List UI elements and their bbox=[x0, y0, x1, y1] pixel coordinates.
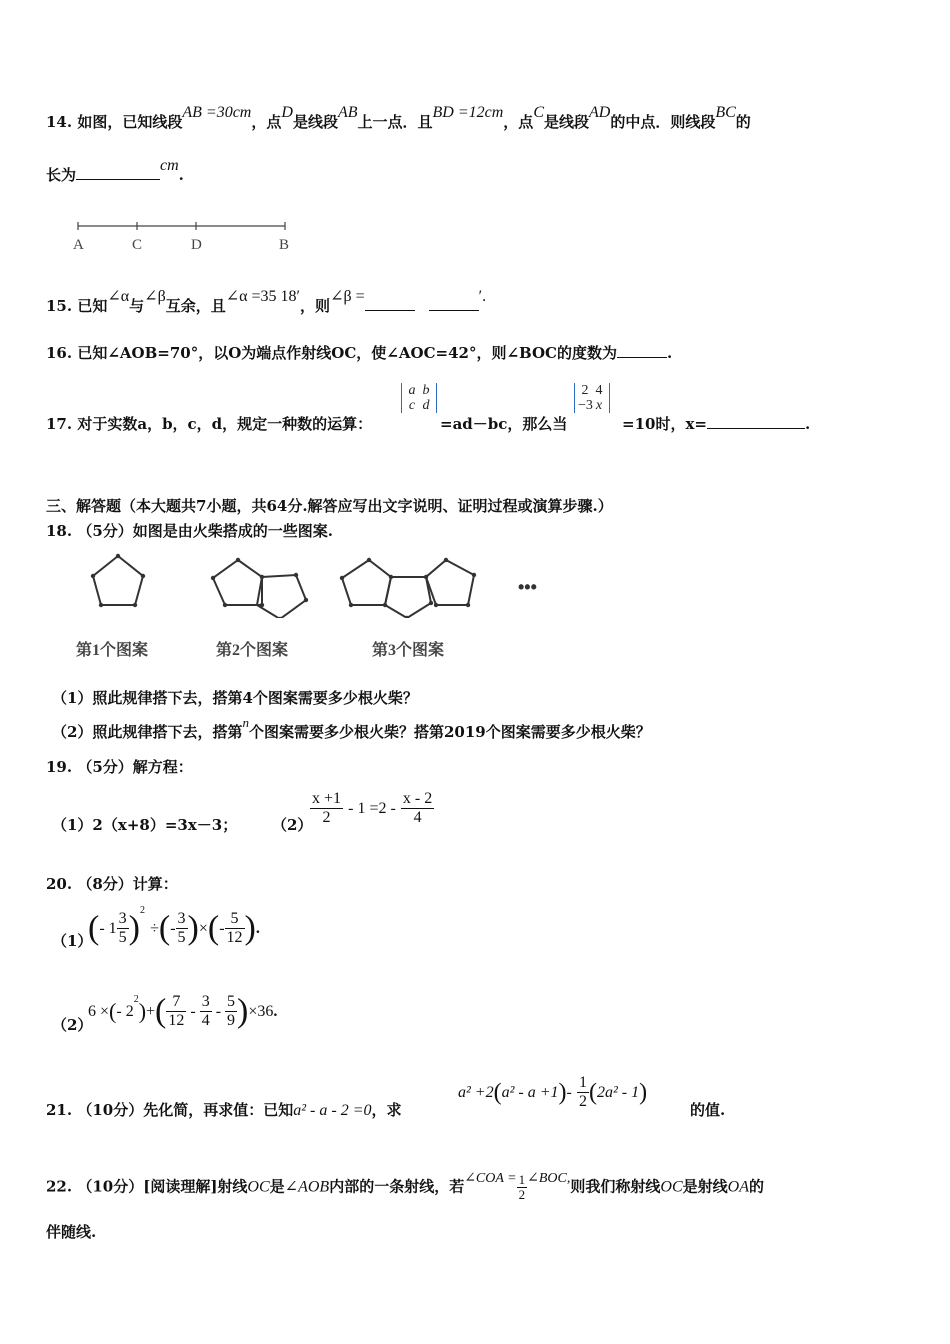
q14-text: ，点 bbox=[251, 113, 282, 131]
q15-text: 互余，且 bbox=[165, 297, 226, 315]
ellipsis: ••• bbox=[518, 577, 537, 597]
math-alpha-value: ∠α =35 18′ bbox=[225, 288, 301, 305]
q17-line-end bbox=[622, 414, 810, 434]
math-oc: OC bbox=[660, 1178, 683, 1196]
q15-text: 与 bbox=[129, 297, 145, 315]
expr-term: - 2 bbox=[116, 1003, 134, 1020]
label-a: A bbox=[73, 237, 84, 253]
section-3-heading: 三、解答题（本大题共7小题，共64分.解答应写出文字说明、证明过程或演算步骤.） bbox=[46, 497, 613, 515]
q21-number: 21. bbox=[46, 1101, 73, 1119]
q17-line bbox=[46, 414, 372, 434]
q22-text: 是射线 bbox=[682, 1177, 728, 1196]
q17-number: 17. bbox=[46, 415, 73, 433]
figure-label-1: 第1个图案 bbox=[76, 642, 149, 659]
period: . bbox=[273, 1003, 278, 1020]
q22-text: 内部的一条射线，若 bbox=[329, 1177, 465, 1196]
denominator: 2 bbox=[518, 1187, 526, 1202]
q21-end: 的值. bbox=[690, 1101, 726, 1119]
fraction bbox=[401, 790, 434, 827]
q15-line bbox=[46, 288, 487, 317]
q19-text: （5分）解方程： bbox=[77, 758, 193, 776]
line-segment-figure bbox=[70, 218, 300, 258]
operator: - bbox=[566, 1084, 572, 1101]
numerator: x - 2 bbox=[402, 790, 433, 807]
operator: + bbox=[146, 1003, 156, 1020]
numerator: 1 bbox=[518, 1172, 526, 1187]
figure-label-3: 第3个图案 bbox=[372, 642, 445, 659]
pentagon-3c bbox=[426, 560, 474, 605]
q18-text: （5分）如图是由火柴搭成的一些图案. bbox=[77, 522, 334, 540]
q20-part2-label: （2） bbox=[52, 1016, 93, 1034]
q17-line-mid bbox=[440, 414, 567, 434]
q21-line bbox=[46, 1100, 402, 1121]
answer-blank bbox=[707, 414, 805, 429]
math-oa: OA bbox=[727, 1178, 749, 1196]
q14-line2 bbox=[46, 157, 184, 186]
det-cell: 2 bbox=[581, 383, 589, 398]
math-d: D bbox=[281, 104, 293, 121]
det-cell: c bbox=[408, 398, 416, 413]
q18-part2 bbox=[52, 715, 651, 743]
q20-text: （8分）计算： bbox=[77, 875, 178, 893]
q16-line bbox=[46, 343, 672, 363]
pentagon-3b bbox=[385, 577, 431, 618]
determinant-abcd bbox=[401, 383, 437, 413]
det-cell: b bbox=[422, 383, 430, 398]
det-cell: a bbox=[408, 383, 416, 398]
q15-text: ，则 bbox=[300, 297, 331, 315]
operator: ÷ bbox=[150, 920, 159, 937]
expr-term: 6 × bbox=[88, 1003, 110, 1020]
pentagon-3a bbox=[342, 560, 391, 605]
q17-text: . bbox=[804, 415, 811, 433]
denominator: 2 bbox=[322, 809, 331, 826]
q18-text: （2）照此规律搭下去，搭第 bbox=[52, 723, 243, 741]
q14-line1 bbox=[46, 104, 751, 133]
q21-text: （10分）先化简，再求值：已知 bbox=[77, 1101, 294, 1119]
math-ad: AD bbox=[589, 104, 611, 121]
q22-text: 的 bbox=[748, 1177, 764, 1196]
math-c: C bbox=[533, 104, 544, 121]
q16-number: 16. bbox=[46, 344, 73, 362]
q18-stem bbox=[46, 521, 333, 541]
expr-term: ×36 bbox=[248, 1003, 274, 1020]
fraction bbox=[517, 1173, 528, 1202]
q22-text: 则我们称射线 bbox=[570, 1177, 661, 1196]
q14-text: 是线段 bbox=[543, 113, 589, 131]
det-cell: 4 bbox=[595, 383, 603, 398]
fraction bbox=[200, 993, 212, 1030]
q19-part2-label: （2） bbox=[272, 816, 313, 834]
q14-text: 的 bbox=[735, 113, 751, 131]
pentagon-2a bbox=[213, 560, 262, 605]
q14-text: . bbox=[178, 166, 184, 184]
exponent: 2 bbox=[133, 993, 139, 1005]
label-c: C bbox=[132, 237, 143, 253]
q14-text: 的中点．则线段 bbox=[610, 113, 716, 131]
pentagon-1 bbox=[93, 556, 143, 605]
math-condition: a² - a - 2 =0 bbox=[293, 1102, 372, 1119]
fraction bbox=[117, 910, 129, 947]
q22-line2: 伴随线. bbox=[46, 1223, 97, 1241]
fraction bbox=[577, 1074, 589, 1111]
expr-term: a² - a +1 bbox=[501, 1084, 559, 1101]
denominator: 2 bbox=[578, 1093, 587, 1110]
q14-text: 长为 bbox=[46, 166, 77, 184]
determinant-values bbox=[574, 383, 610, 413]
q14-text: 上一点．且 bbox=[357, 113, 433, 131]
det-cell: d bbox=[422, 398, 430, 413]
numerator: x +1 bbox=[312, 790, 342, 807]
q19-number: 19. bbox=[46, 758, 73, 776]
expr-term: - 1 bbox=[99, 920, 117, 937]
q22-line1 bbox=[46, 1170, 764, 1202]
q19-part1: （1）2（x+8）=3x－3； bbox=[52, 816, 238, 834]
label-b: B bbox=[279, 237, 290, 253]
math-coa: ∠COA = bbox=[464, 1170, 517, 1186]
q14-number: 14. bbox=[46, 113, 73, 131]
answer-blank bbox=[76, 165, 160, 180]
label-d: D bbox=[191, 237, 202, 253]
angle-beta: ∠β bbox=[144, 288, 166, 305]
equation-middle: - 1 =2 - bbox=[348, 800, 396, 817]
pentagon-2b bbox=[257, 575, 306, 618]
fraction bbox=[176, 910, 188, 947]
q20-number: 20. bbox=[46, 875, 73, 893]
fraction bbox=[225, 993, 237, 1030]
math-bc: BC bbox=[715, 104, 736, 121]
q22-text: （10分）[阅读理解]射线 bbox=[77, 1177, 248, 1196]
q21-text: ，求 bbox=[371, 1101, 402, 1119]
fraction bbox=[225, 910, 245, 947]
q17-text: =ad－bc，那么当 bbox=[440, 415, 568, 433]
numerator: 5 bbox=[225, 910, 245, 929]
answer-blank-deg bbox=[365, 296, 415, 311]
expr-term: 2a² - 1 bbox=[596, 1084, 640, 1101]
q22-number: 22. bbox=[46, 1177, 73, 1196]
q18-number: 18. bbox=[46, 522, 73, 540]
q17-text: =10时，x= bbox=[622, 415, 707, 433]
answer-blank-min bbox=[429, 296, 479, 311]
fraction bbox=[166, 993, 186, 1030]
numerator: 1 bbox=[578, 1074, 587, 1091]
expr-term: a² +2 bbox=[458, 1084, 494, 1101]
answer-blank bbox=[617, 343, 667, 358]
det-cell: −3 bbox=[578, 398, 593, 413]
q14-text: 如图，已知线段 bbox=[77, 113, 183, 131]
q19-stem bbox=[46, 757, 193, 777]
q16-text: 已知∠AOB=70°，以O为端点作射线OC，使∠AOC=42°，则∠BOC的度数为 bbox=[77, 344, 617, 362]
math-bd: BD =12cm bbox=[432, 104, 504, 121]
q20-expression-2: 6 ×(- $2^2)+$( $\frac{7}{12}$ - $\frac{3}{4}$ - $\frac{5}{9}$ )×36. bbox=[88, 992, 278, 1030]
denominator: 9 bbox=[227, 1012, 236, 1029]
denominator: 4 bbox=[201, 1012, 210, 1029]
q18-text: 个图案需要多少根火柴？搭第2019个图案需要多少根火柴？ bbox=[248, 723, 651, 741]
denominator: 4 bbox=[413, 809, 422, 826]
numerator: 3 bbox=[118, 910, 127, 927]
numerator: 5 bbox=[227, 993, 236, 1010]
figure-label-2: 第2个图案 bbox=[216, 642, 289, 659]
matchstick-pentagons-figure bbox=[80, 548, 560, 618]
q14-text: 是线段 bbox=[292, 113, 338, 131]
operator: - bbox=[170, 920, 176, 937]
q18-part1: （1）照此规律搭下去，搭第4个图案需要多少根火柴？ bbox=[52, 689, 418, 707]
q15-text: 已知 bbox=[77, 297, 108, 315]
math-aob: ∠AOB bbox=[284, 1178, 330, 1196]
denominator: 5 bbox=[118, 929, 127, 946]
q19-equation bbox=[310, 790, 434, 827]
q15-number: 15. bbox=[46, 297, 73, 315]
angle-alpha: ∠α bbox=[107, 288, 130, 305]
numerator: 3 bbox=[201, 993, 210, 1010]
math-ab2: AB bbox=[337, 104, 358, 121]
period: . bbox=[255, 920, 260, 937]
denominator: 5 bbox=[177, 929, 186, 946]
math-n: n bbox=[242, 715, 249, 730]
denominator: 12 bbox=[226, 929, 243, 946]
operator: × bbox=[198, 920, 208, 937]
math-ab: AB =30cm bbox=[182, 104, 252, 121]
exponent: 2 bbox=[139, 904, 145, 916]
math-oc: OC bbox=[247, 1178, 270, 1196]
q16-text: . bbox=[667, 344, 673, 362]
q20-expression-1: (- 1 $\frac{3}{5}$ )$^2$ ÷(- $\frac{3}{5}$ )×(- $\frac{5}{12}$ ). bbox=[88, 904, 260, 947]
q14-text: ，点 bbox=[503, 113, 534, 131]
math-beta: ∠β = bbox=[330, 288, 365, 305]
operator: - bbox=[219, 920, 225, 937]
det-cell: x bbox=[595, 398, 603, 413]
numerator: 7 bbox=[166, 993, 186, 1012]
unit-cm: cm bbox=[160, 157, 179, 174]
q22-text: 是 bbox=[269, 1177, 285, 1196]
q21-expression: a² +2(a² - a +1)- $\frac{1}{2}$ (2a² - 1) bbox=[458, 1074, 648, 1110]
denominator: 12 bbox=[168, 1012, 185, 1029]
math-boc: ∠BOC, bbox=[527, 1170, 571, 1186]
fraction bbox=[310, 790, 343, 827]
q15-text: ′. bbox=[478, 288, 487, 305]
numerator: 3 bbox=[177, 910, 186, 927]
q20-part1-label: （1） bbox=[52, 932, 93, 950]
q17-text: 对于实数a，b，c，d，规定一种数的运算： bbox=[77, 415, 373, 433]
q20-stem bbox=[46, 874, 178, 894]
